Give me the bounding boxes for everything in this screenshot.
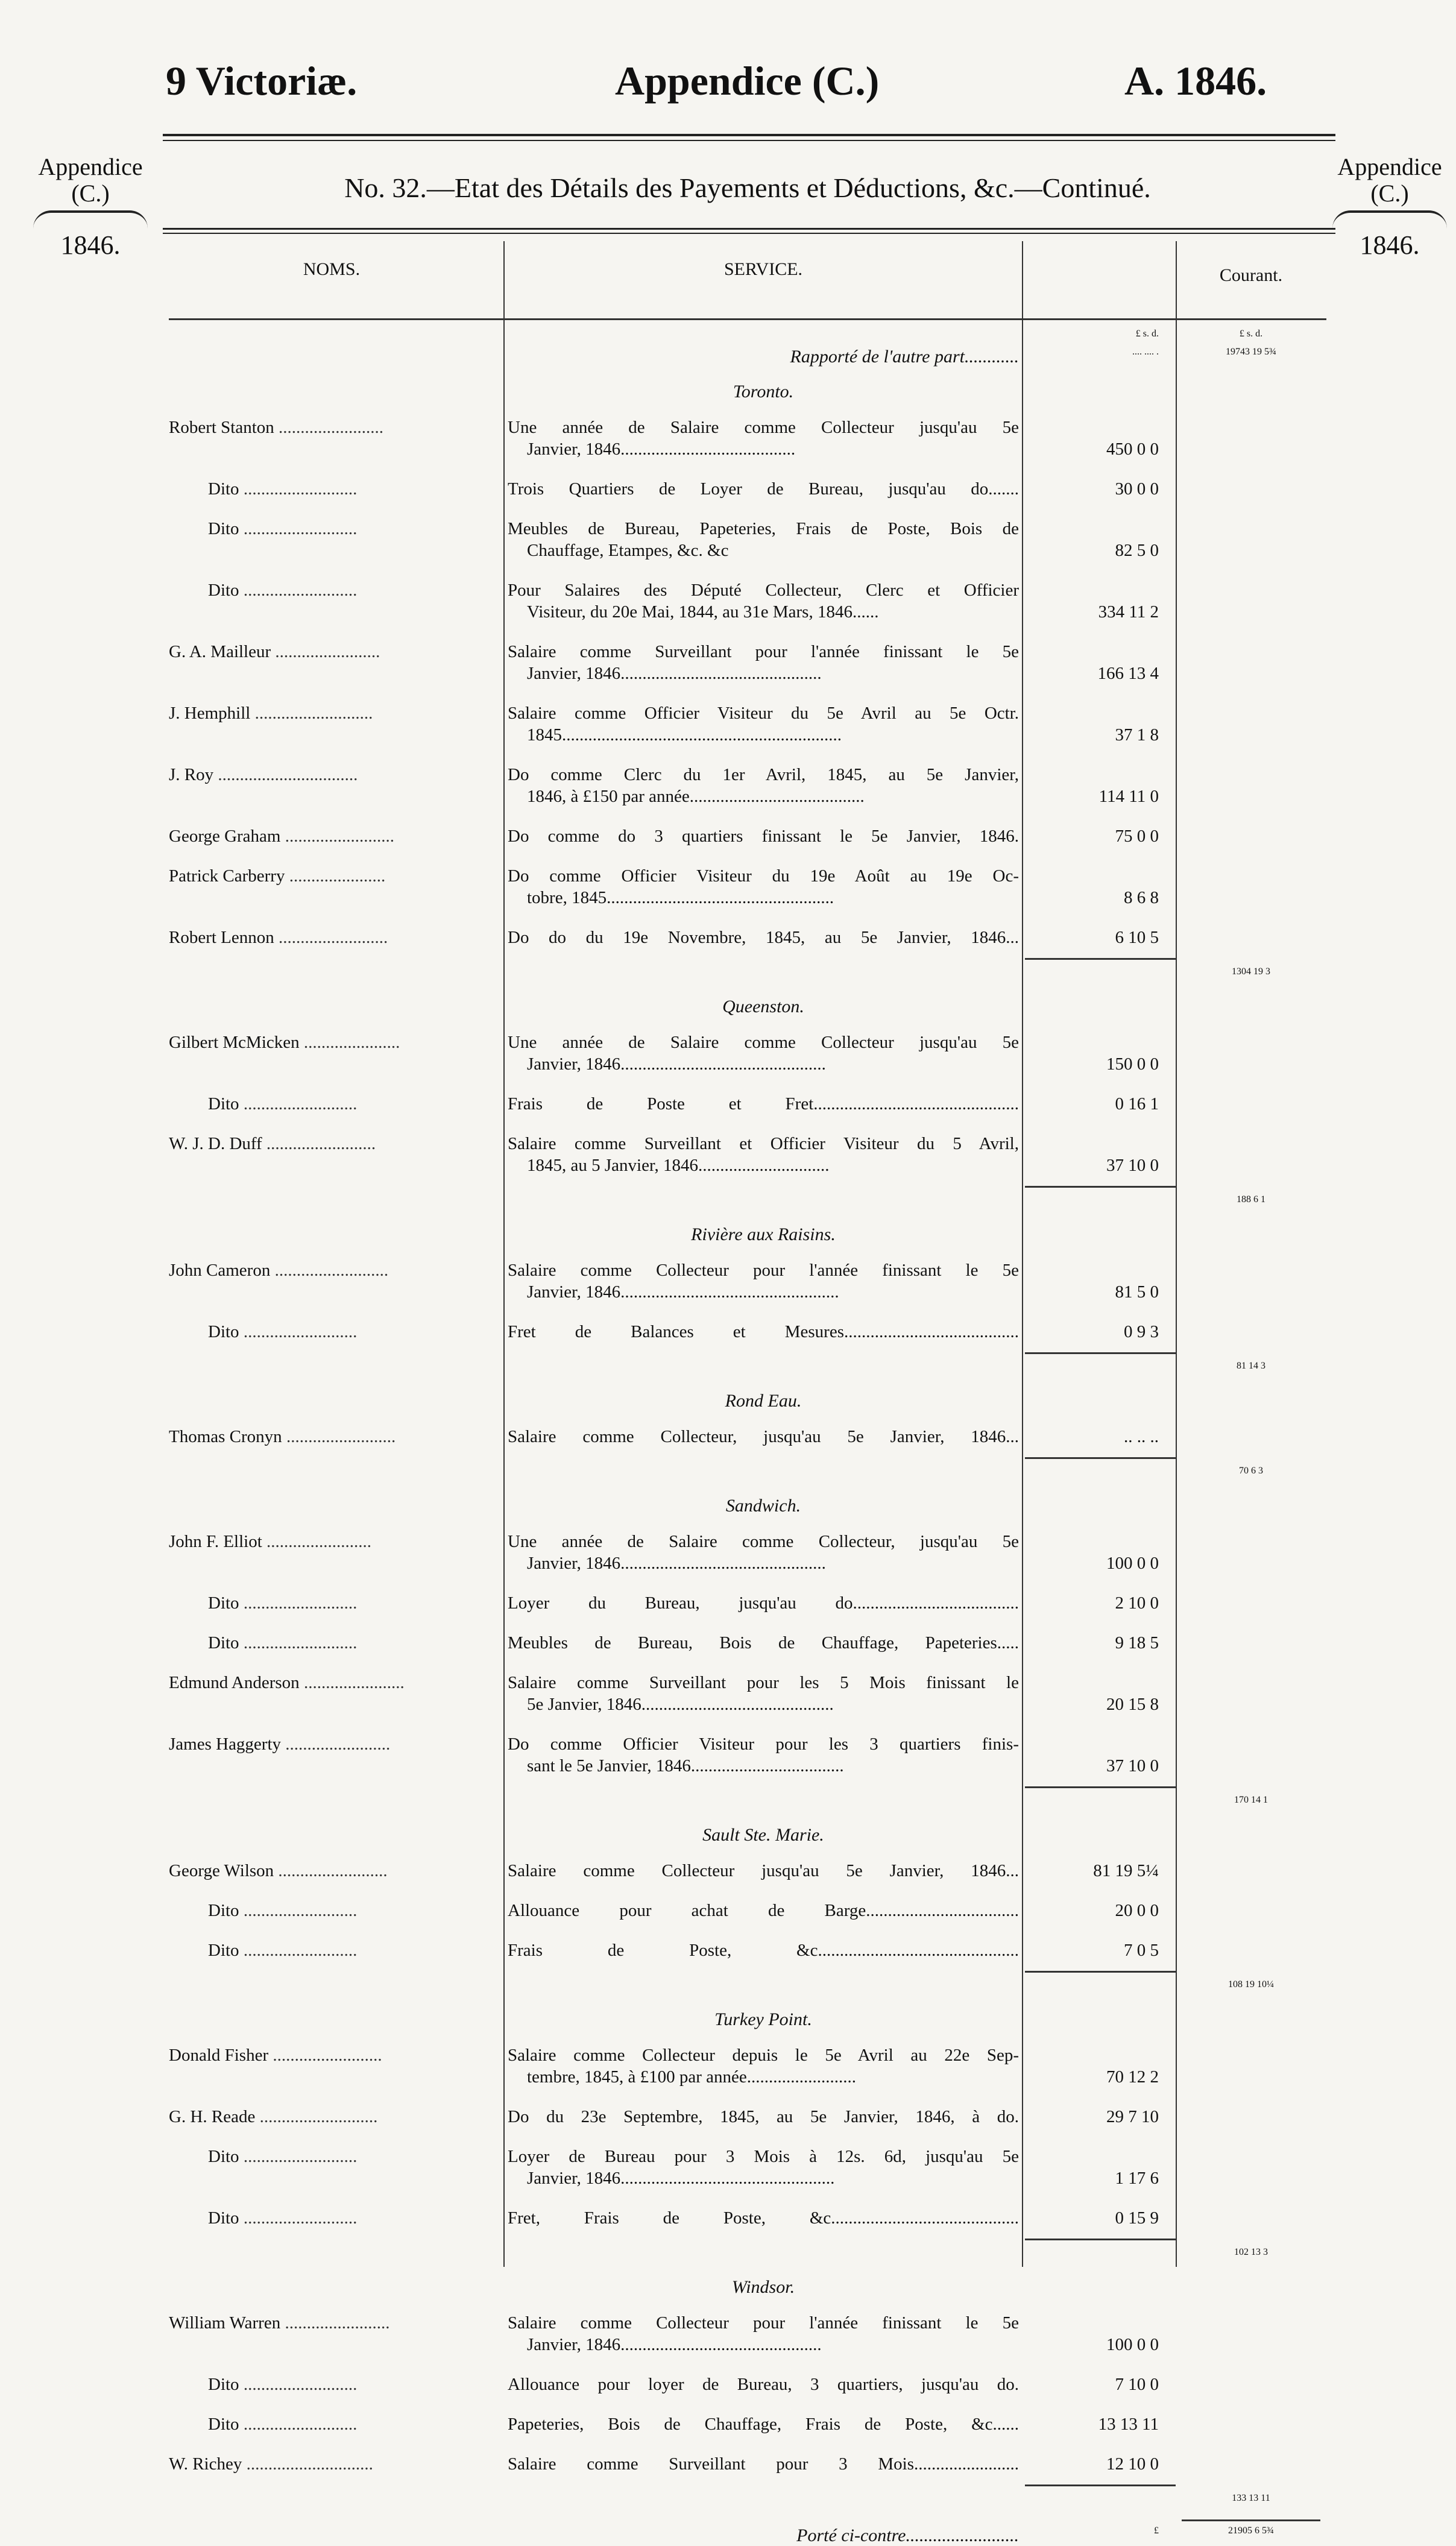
payee-name-text: George Graham: [169, 827, 281, 846]
side-note-left: Appendice (C.) 1846.: [24, 154, 157, 259]
payee-name: [169, 1032, 494, 1053]
payment-amount: 6 10 5: [1115, 928, 1159, 947]
column-courant: Courant.: [1219, 265, 1283, 285]
service-line: Salaire comme Collecteur pour l'année finissant le 5e: [508, 2313, 1019, 2333]
payment-amount: 100 0 0: [1106, 1554, 1159, 1573]
section-place: Windsor.: [731, 2277, 795, 2297]
payee-name-text: Dito: [208, 581, 239, 600]
payment-amount: 100 0 0: [1106, 2335, 1159, 2354]
service-line: Loyer du Bureau, jusqu'au do......................................: [508, 1593, 1019, 1613]
payment-amount: 166 13 4: [1097, 664, 1159, 683]
leader-dots: .......................: [299, 1673, 405, 1692]
payee-name: [169, 1672, 494, 1694]
service-description: [508, 2312, 1019, 2355]
payee-name: [169, 2312, 494, 2334]
payee-name-text: Dito: [208, 1633, 239, 1653]
service-description: [508, 1672, 1019, 1715]
payee-name-text: Dito: [208, 1593, 239, 1613]
column-rule: [1022, 241, 1023, 2267]
leader-dots: .........................: [282, 1427, 396, 1446]
payee-name: [169, 702, 494, 724]
service-description: [508, 1733, 1019, 1777]
payment-amount: 70 12 2: [1106, 2067, 1159, 2087]
section-total: 70 6 3: [1239, 1466, 1263, 1476]
payment-amount: 7 0 5: [1124, 1941, 1159, 1960]
service-description: [508, 1133, 1019, 1176]
payee-name-text: Edmund Anderson: [169, 1673, 300, 1692]
column-rule: [1176, 241, 1177, 2267]
payee-name-text: Dito: [208, 2147, 239, 2166]
service-line: Salaire comme Surveillant pour 3 Mois........................: [508, 2454, 1019, 2474]
payment-amount: 81 5 0: [1115, 1282, 1159, 1302]
service-line: Papeteries, Bois de Chauffage, Frais de Poste, &c......: [508, 2415, 1019, 2434]
payee-name-text: George Wilson: [169, 1861, 274, 1880]
section-total: 108 19 10¼: [1228, 1979, 1274, 1990]
section-place: Rivière aux Raisins.: [691, 1224, 836, 1244]
service-line: 5e Janvier, 1846............................................: [527, 1695, 834, 1714]
service-description: [508, 1093, 1019, 1115]
payee-name: [169, 2044, 494, 2066]
subtotal-rule: [1025, 1186, 1176, 1188]
service-line: Pour Salaires des Député Collecteur, Clerc et Officier: [508, 581, 1019, 600]
payee-name: [169, 2106, 494, 2128]
service-line: Fret de Balances et Mesures........................................: [508, 1322, 1019, 1341]
leader-dots: ..........................: [270, 1261, 389, 1280]
payment-amount: 12 10 0: [1106, 2454, 1159, 2474]
service-line: Salaire comme Collecteur depuis le 5e Avril au 22e Sep-: [508, 2046, 1019, 2065]
section-place: Rond Eau.: [725, 1391, 802, 1411]
service-line: Do du 23e Septembre, 1845, au 5e Janvier, 1846, à do.: [508, 2107, 1019, 2126]
payee-name: [208, 2207, 534, 2229]
service-line: Salaire comme Surveillant pour les 5 Mois finissant le: [508, 1673, 1019, 1692]
service-line: Do comme Officier Visiteur pour les 3 quartiers finis-: [508, 1735, 1019, 1754]
service-line: Janvier, 1846..................................................: [527, 1282, 839, 1302]
payment-amount: 37 10 0: [1106, 1156, 1159, 1175]
service-line: Salaire comme Surveillant et Officier Visiteur du 5 Avril,: [508, 1134, 1019, 1153]
payee-name-text: Thomas Cronyn: [169, 1427, 282, 1446]
header-year: A. 1846.: [1124, 58, 1267, 104]
payee-name-text: Dito: [208, 1094, 239, 1114]
service-line: Do do du 19e Novembre, 1845, au 5e Janvier, 1846...: [508, 928, 1019, 947]
section-place: Sault Ste. Marie.: [702, 1825, 824, 1845]
service-line: Janvier, 1846.................................................: [527, 2169, 835, 2188]
payment-amount: 81 19 5¼: [1093, 1861, 1159, 1880]
service-description: [508, 1032, 1019, 1075]
payee-name-text: W. J. D. Duff: [169, 1134, 262, 1153]
payee-name-text: W. Richey: [169, 2454, 242, 2474]
leader-dots: ................................: [213, 765, 358, 784]
service-description: [508, 1426, 1019, 1448]
header-rule-top-thin: [163, 140, 1335, 141]
service-line: 1845................................................................: [527, 725, 842, 745]
currency-header-total: £ s. d.: [1239, 329, 1263, 339]
payee-name: [169, 1733, 494, 1755]
service-description: [508, 1259, 1019, 1303]
payment-amount: 114 11 0: [1098, 787, 1159, 806]
payee-name: [169, 825, 494, 847]
payment-amount: 9 18 5: [1115, 1633, 1159, 1653]
brought-forward-label: Rapporté de l'autre part............: [790, 347, 1019, 367]
payee-name: [208, 579, 534, 601]
subtotal-rule: [1025, 958, 1176, 960]
brace-mark: [1332, 210, 1447, 228]
leader-dots: .........................: [274, 928, 388, 947]
payment-amount: 20 0 0: [1115, 1901, 1159, 1920]
carried-forward-currency: £: [1154, 2526, 1159, 2536]
payee-name: [169, 927, 494, 948]
service-line: tembre, 1845, à £100 par année.........................: [527, 2067, 857, 2087]
service-line: Allouance pour achat de Barge...................................: [508, 1901, 1019, 1920]
column-service: SERVICE.: [723, 259, 803, 279]
payee-name: [169, 417, 494, 438]
section-total: 1304 19 3: [1232, 966, 1270, 977]
service-description: [508, 1321, 1019, 1343]
leader-dots: ...........................: [250, 704, 373, 723]
table-title: No. 32.—Etat des Détails des Payements et Déductions, &c.—Continué.: [344, 172, 1151, 203]
title-rule: [163, 228, 1335, 230]
service-description: [508, 2044, 1019, 2088]
payee-name-text: John F. Elliot: [169, 1532, 262, 1551]
service-line: 1846, à £150 par année........................................: [527, 787, 865, 806]
payment-amount: 29 7 10: [1106, 2107, 1159, 2126]
payee-name-text: James Haggerty: [169, 1735, 282, 1754]
section-place: Queenston.: [722, 997, 804, 1016]
service-line: Salaire comme Collecteur jusqu'au 5e Janvier, 1846...: [508, 1861, 1019, 1880]
payment-amount: 82 5 0: [1115, 541, 1159, 560]
leader-dots: .........................: [262, 1134, 376, 1153]
leader-dots: ..........................: [239, 2147, 358, 2166]
service-line: Salaire comme Surveillant pour l'année finissant le 5e: [508, 642, 1019, 661]
service-description: [508, 927, 1019, 948]
leader-dots: ..........................: [239, 1633, 358, 1653]
leader-dots: .........................: [280, 827, 394, 846]
carried-forward-total: 21905 6 5¾: [1228, 2526, 1274, 2536]
payee-name-text: Dito: [208, 2208, 239, 2228]
payment-amount: 1 17 6: [1115, 2169, 1159, 2188]
service-line: sant le 5e Janvier, 1846...................................: [527, 1756, 844, 1776]
leader-dots: ..........................: [239, 2415, 358, 2434]
brought-forward-amount: .... .... .: [1132, 347, 1159, 357]
service-line: Salaire comme Collecteur, jusqu'au 5e Janvier, 1846...: [508, 1427, 1019, 1446]
payee-name: [208, 1939, 534, 1961]
leader-dots: ........................: [281, 1735, 391, 1754]
payee-name: [208, 1900, 534, 1921]
brace-mark: [33, 210, 148, 228]
service-description: [508, 825, 1019, 847]
payee-name: [208, 478, 534, 500]
payee-name-text: Dito: [208, 2415, 239, 2434]
payee-name: [169, 641, 494, 663]
service-description: [508, 865, 1019, 909]
payment-amount: 75 0 0: [1115, 827, 1159, 846]
service-description: [508, 641, 1019, 684]
service-description: [508, 702, 1019, 746]
service-line: Frais de Poste, &c..............................................: [508, 1941, 1019, 1960]
service-description: [508, 1531, 1019, 1574]
header-bottom-rule: [169, 318, 1326, 320]
service-description: [508, 2374, 1019, 2395]
carried-forward-label: Porté ci-contre.........................: [796, 2526, 1019, 2545]
service-line: Une année de Salaire comme Collecteur, jusqu'au 5e: [508, 1532, 1019, 1551]
service-line: 1845, au 5 Janvier, 1846..............................: [527, 1156, 830, 1175]
payee-name: [208, 1093, 534, 1115]
payee-name: [208, 2374, 534, 2395]
payee-name: [169, 2453, 494, 2475]
leader-dots: ..........................: [239, 1593, 358, 1613]
leader-dots: ..........................: [239, 1941, 358, 1960]
leader-dots: .............................: [242, 2454, 373, 2474]
payee-name: [169, 1426, 494, 1448]
subtotal-rule: [1025, 1971, 1176, 1973]
currency-header-amount: £ s. d.: [1135, 329, 1159, 339]
section-total: 102 13 3: [1234, 2247, 1268, 2257]
subtotal-rule: [1025, 1457, 1176, 1459]
service-line: Allouance pour loyer de Bureau, 3 quartiers, jusqu'au do.: [508, 2375, 1019, 2394]
header-rule-top: [163, 134, 1335, 136]
service-description: [508, 2106, 1019, 2128]
service-description: [508, 2146, 1019, 2189]
carried-rule: [1182, 2519, 1320, 2521]
side-note-right: Appendice (C.) 1846.: [1323, 154, 1456, 259]
payee-name-text: Dito: [208, 2375, 239, 2394]
leader-dots: ........................: [280, 2313, 390, 2333]
service-description: [508, 417, 1019, 460]
service-description: [508, 2207, 1019, 2229]
subtotal-rule: [1025, 1352, 1176, 1354]
payment-amount: 2 10 0: [1115, 1593, 1159, 1613]
service-description: [508, 1900, 1019, 1921]
payment-amount: 20 15 8: [1106, 1695, 1159, 1714]
header-volume: 9 Victoriæ.: [166, 58, 358, 104]
payment-amount: 7 10 0: [1115, 2375, 1159, 2394]
payee-name-text: Robert Stanton: [169, 418, 274, 437]
subtotal-rule: [1025, 2485, 1176, 2486]
brought-forward-total: 19743 19 5¾: [1226, 347, 1276, 357]
service-description: [508, 2413, 1019, 2435]
service-line: tobre, 1845....................................................: [527, 888, 834, 907]
payee-name: [208, 2146, 534, 2167]
leader-dots: ........................: [274, 418, 384, 437]
service-line: Meubles de Bureau, Papeteries, Frais de Poste, Bois de: [508, 519, 1019, 538]
leader-dots: ..........................: [239, 1901, 358, 1920]
service-description: [508, 1632, 1019, 1654]
column-rule: [503, 241, 505, 2267]
payee-name-text: Gilbert McMicken: [169, 1033, 300, 1052]
leader-dots: ..........................: [239, 2208, 358, 2228]
payment-amount: 0 15 9: [1115, 2208, 1159, 2228]
payee-name-text: Dito: [208, 479, 239, 499]
payee-name-text: Robert Lennon: [169, 928, 274, 947]
payee-name: [169, 764, 494, 786]
service-line: Do comme Clerc du 1er Avril, 1845, au 5e Janvier,: [508, 765, 1019, 784]
service-line: Do comme do 3 quartiers finissant le 5e Janvier, 1846.: [508, 827, 1019, 846]
leader-dots: ..........................: [239, 581, 358, 600]
leader-dots: ...........................: [255, 2107, 378, 2126]
payee-name: [208, 518, 534, 540]
service-line: Janvier, 1846..............................................: [527, 664, 822, 683]
payee-name: [169, 1860, 494, 1882]
service-description: [508, 518, 1019, 561]
service-line: Salaire comme Officier Visiteur du 5e Avril au 5e Octr.: [508, 704, 1019, 723]
service-description: [508, 478, 1019, 500]
payee-name-text: Dito: [208, 1901, 239, 1920]
payee-name-text: Dito: [208, 519, 239, 538]
leader-dots: ......................: [285, 866, 386, 886]
payee-name: [208, 1632, 534, 1654]
payee-name-text: Dito: [208, 1322, 239, 1341]
leader-dots: ..........................: [239, 1094, 358, 1114]
header-appendix: Appendice (C.): [615, 58, 880, 104]
service-line: Meubles de Bureau, Bois de Chauffage, Papeteries.....: [508, 1633, 1019, 1653]
service-line: Une année de Salaire comme Collecteur jusqu'au 5e: [508, 418, 1019, 437]
payee-name-text: Dito: [208, 1941, 239, 1960]
payee-name: [208, 1592, 534, 1614]
service-line: Do comme Officier Visiteur du 19e Août au 19e Oc-: [508, 866, 1019, 886]
payee-name-text: William Warren: [169, 2313, 281, 2333]
section-place: Turkey Point.: [714, 2009, 812, 2029]
payee-name: [169, 1133, 494, 1155]
payee-name: [208, 1321, 534, 1343]
leader-dots: ......................: [299, 1033, 400, 1052]
leader-dots: .........................: [274, 1861, 388, 1880]
section-place: Sandwich.: [725, 1496, 801, 1516]
service-line: Janvier, 1846...............................................: [527, 1554, 826, 1573]
leader-dots: ........................: [271, 642, 380, 661]
service-description: [508, 2453, 1019, 2475]
payee-name-text: John Cameron: [169, 1261, 271, 1280]
payee-name-text: G. A. Mailleur: [169, 642, 271, 661]
leader-dots: ..........................: [239, 2375, 358, 2394]
payment-amount: 0 9 3: [1124, 1322, 1159, 1341]
payee-name: [169, 1531, 494, 1552]
payee-name-text: J. Hemphill: [169, 704, 251, 723]
service-line: Janvier, 1846...............................................: [527, 1054, 826, 1074]
payment-amount: 8 6 8: [1124, 888, 1159, 907]
service-line: Trois Quartiers de Loyer de Bureau, jusqu'au do.......: [508, 479, 1019, 499]
payment-amount: .. .. ..: [1124, 1427, 1159, 1446]
leader-dots: ..........................: [239, 519, 358, 538]
payment-amount: 450 0 0: [1106, 440, 1159, 459]
leader-dots: .........................: [268, 2046, 382, 2065]
service-description: [508, 1939, 1019, 1961]
service-description: [508, 764, 1019, 807]
section-place: Toronto.: [733, 382, 794, 402]
service-line: Visiteur, du 20e Mai, 1844, au 31e Mars, 1846......: [527, 602, 879, 622]
payment-amount: 0 16 1: [1115, 1094, 1159, 1114]
service-line: Chauffage, Etampes, &c. &c: [527, 541, 729, 560]
service-description: [508, 1592, 1019, 1614]
service-description: [508, 1860, 1019, 1882]
service-line: Loyer de Bureau pour 3 Mois à 12s. 6d, jusqu'au 5e: [508, 2147, 1019, 2166]
leader-dots: ..........................: [239, 479, 358, 499]
payment-amount: 37 1 8: [1115, 725, 1159, 745]
service-line: Fret, Frais de Poste, &c...........................................: [508, 2208, 1019, 2228]
payee-name-text: Patrick Carberry: [169, 866, 285, 886]
subtotal-rule: [1025, 2239, 1176, 2240]
title-rule-thin: [163, 233, 1335, 234]
section-total: 188 6 1: [1237, 1194, 1265, 1205]
service-line: Une année de Salaire comme Collecteur jusqu'au 5e: [508, 1033, 1019, 1052]
service-line: Frais de Poste et Fret...............................................: [508, 1094, 1019, 1114]
service-line: Janvier, 1846..............................................: [527, 2335, 822, 2354]
leader-dots: ........................: [262, 1532, 372, 1551]
column-noms: NOMS.: [303, 259, 361, 279]
service-line: Janvier, 1846........................................: [527, 440, 796, 459]
subtotal-rule: [1025, 1786, 1176, 1788]
section-total: 133 13 11: [1232, 2493, 1270, 2503]
payee-name-text: G. H. Reade: [169, 2107, 256, 2126]
payee-name: [169, 865, 494, 887]
payee-name: [208, 2413, 534, 2435]
service-line: Salaire comme Collecteur pour l'année finissant le 5e: [508, 1261, 1019, 1280]
payment-amount: 30 0 0: [1115, 479, 1159, 499]
payee-name-text: Donald Fisher: [169, 2046, 269, 2065]
payee-name: [169, 1259, 494, 1281]
section-total: 170 14 1: [1234, 1795, 1268, 1805]
payment-amount: 334 11 2: [1098, 602, 1159, 622]
payment-amount: 150 0 0: [1106, 1054, 1159, 1074]
leader-dots: ..........................: [239, 1322, 358, 1341]
payee-name-text: J. Roy: [169, 765, 214, 784]
payment-amount: 37 10 0: [1106, 1756, 1159, 1776]
service-description: [508, 579, 1019, 623]
section-total: 81 14 3: [1237, 1361, 1265, 1371]
payment-amount: 13 13 11: [1098, 2415, 1159, 2434]
